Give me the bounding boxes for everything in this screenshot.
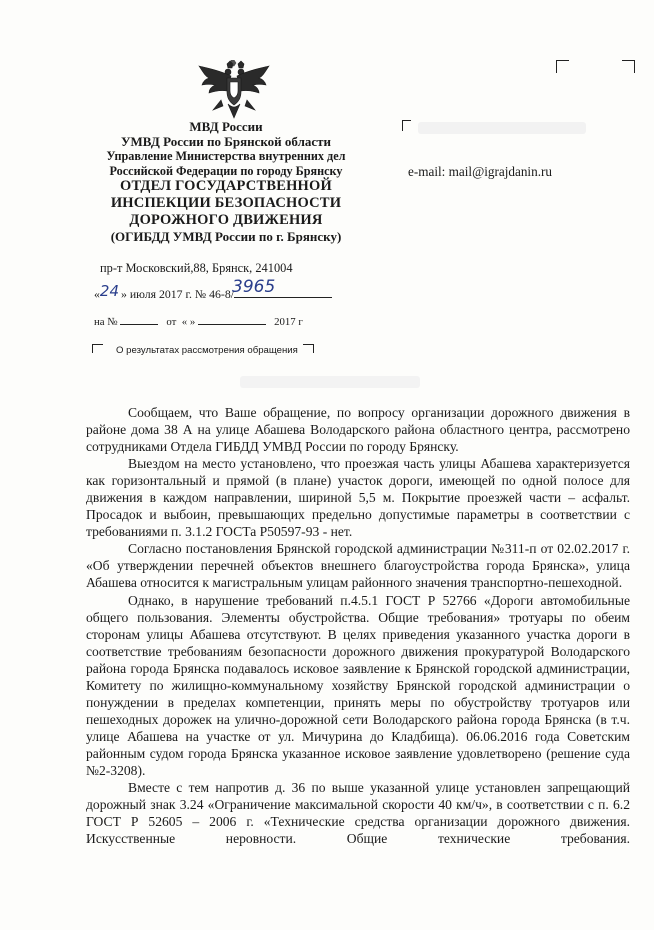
recipient-redacted [418,122,586,134]
corner-mark-left [556,60,569,73]
outgoing-date-number [94,277,332,302]
dept-line: ОТДЕЛ ГОСУДАРСТВЕННОЙ [120,178,332,195]
open-quote: « [94,287,100,301]
dept-line: ДОРОЖНОГО ДВИЖЕНИЯ [129,211,323,228]
dept-line: ИНСПЕКЦИИ БЕЗОПАСНОСТИ [110,194,342,211]
month-year-number: июля 2017 г. № 46-8/ [129,287,235,301]
subject-block [92,344,314,358]
ref-prefix: на № [94,316,118,328]
corner-mark-right [622,60,635,73]
greeting-redacted [240,376,420,388]
reference-line [94,315,303,328]
recipient-email: e-mail: mail@igrajdanin.ru [408,164,552,179]
mvd-emblem-icon [197,60,271,124]
body-paragraph: Однако, в нарушение требований п.4.5.1 ГОСТ Р 52766 «Дороги автомобильные общего пользования. Элементы обустройства. Общие требования» тротуары по обеим сторонам улицы Абашева отсутствуют. В целях приведения указанного участка дороги в соответствие требованиям безопасности дорожного движения прокуратурой Володарского района города Брянска подавалось исковое заявление к Брянской городской администрации, Комитету по жилищно-коммунальному хозяйству Брянской городской администрации о понуждении в пределах компетенции, принять меры по обустройству тротуаров или пешеходных дорожек на улично-дорожной сети Володарского района города Брянска (в т.ч. улице Абашева на участке от ул. Мичурина до Кладбища). 06.06.2016 года Советским районным судом города Брянска указанное исковое заявление удовлетворено (решение суда №2-3208). [86,592,630,778]
letter-body [86,404,630,847]
org-line: Российской Федерации по городу Брянску [109,163,343,178]
sender-address: пр-т Московский,88, Брянск, 241004 [100,261,293,275]
ref-year: 2017 г [274,316,303,328]
dept-abbr: (ОГИБДД УМВД России по г. Брянску) [110,229,342,245]
body-paragraph: Согласно постановления Брянской городской администрации №311-п от 02.02.2017 г. «Об утверждении перечней объектов внешнего благоустройства города Брянска», улица Абашева относится к магистральным улицам районного значения транспортно-пешеходной. [86,541,630,591]
handwritten-day: 24 [99,282,119,300]
body-paragraph: Сообщаем, что Ваше обращение, по вопросу организации дорожного движения в районе дома 38 А на улице Абашева Володарского района областного центра, рассмотрено сотрудниками Отдела ГИБДД УМВД России по городу Брянску. [86,405,630,455]
ref-date-blank [198,315,266,325]
subject-text: О результатах рассмотрения обращения [116,345,298,356]
subject-bracket-left [92,344,103,353]
org-line: Управление Министерства внутренних дел [106,149,346,164]
org-line: МВД России [189,119,263,134]
close-quote: » [121,287,127,301]
sender-header [60,120,392,245]
body-paragraph: Выездом на место установлено, что проезжая часть улицы Абашева характеризуется как горизонтальный и прямой (в плане) участок дороги, имеющей по одной полосе для движения в каждом направлении, шириной 5,5 м. Покрытие проезжей части – асфальт. Просадок и выбоин, превышающих предельно допустимые параметры в соответствии с требованиями п. 3.1.2 ГОСТа Р50597-93 - нет. [86,456,630,540]
ref-number-blank [120,315,158,325]
ref-quotes: « » [181,316,196,328]
org-line: УМВД России по Брянской области [120,133,332,149]
recipient-bracket [402,120,411,131]
subject-bracket-right [303,344,314,353]
body-paragraph: Вместе с тем напротив д. 36 по выше указанной улице установлен запрещающий дорожный знак 3.24 «Ограничение максимальной скорости 40 км/ч», в соответствии с п. 6.2 ГОСТ Р 52605 – 2006 г. «Технические средства организации дорожного движения. Искусственные неровности. Общие технические требования. [86,780,630,847]
handwritten-number: 3965 [232,277,276,297]
ref-from: от [166,316,177,328]
